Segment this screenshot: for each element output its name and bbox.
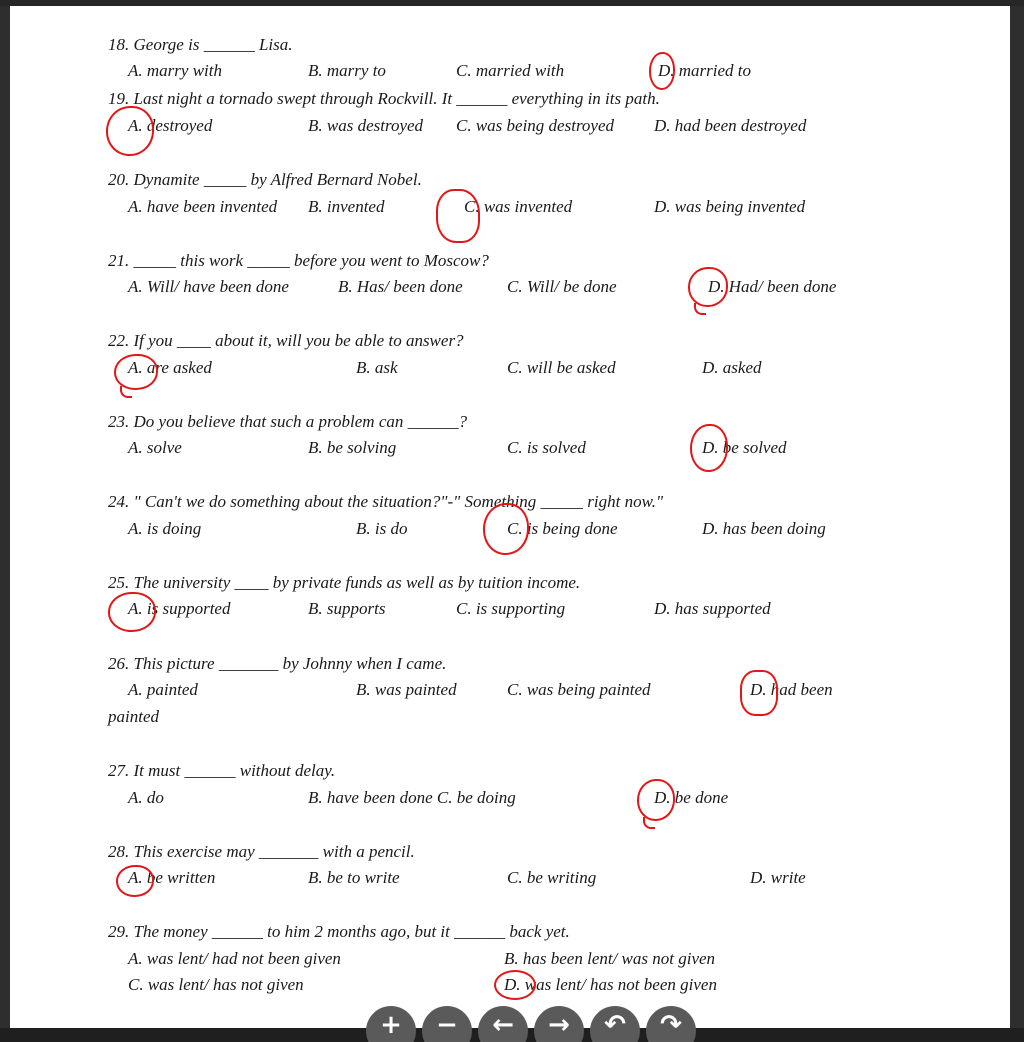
question-18-option-a[interactable]: A. marry with: [128, 61, 222, 80]
question-20-option-d[interactable]: D. was being invented: [654, 197, 806, 216]
question-19-stem: 19. Last night a tornado swept through Rockvill. It ______ everything in its path.: [108, 89, 660, 108]
question-22-options: [128, 358, 888, 378]
question-28-option-d[interactable]: D. write: [750, 868, 806, 887]
question-26-option-c[interactable]: C. was being painted: [507, 680, 651, 699]
question-23-option-d[interactable]: D. be solved: [702, 438, 787, 457]
question-21-option-c[interactable]: C. Will/ be done: [507, 277, 617, 296]
question-25-stem: 25. The university ____ by private funds as well as by tuition income.: [108, 573, 581, 592]
next-button[interactable]: [534, 1006, 584, 1042]
question-23-option-a[interactable]: A. solve: [128, 438, 182, 457]
question-23-option-b[interactable]: B. be solving: [308, 438, 397, 457]
question-29-option-d[interactable]: D. was lent/ has not been given: [504, 975, 717, 994]
question-24-stem: 24. " Can't we do something about the situation?"-" Something _____ right now.": [108, 492, 664, 511]
question-26-option-b[interactable]: B. was painted: [356, 680, 457, 699]
question-20-option-c[interactable]: C. was invented: [464, 197, 573, 216]
arrow-right-icon: →: [548, 1010, 570, 1040]
question-27-option-a[interactable]: A. do: [128, 788, 164, 807]
document-page[interactable]: [10, 6, 1010, 1028]
question-26-option-d[interactable]: D. had been: [750, 680, 833, 699]
question-26-options: [128, 680, 888, 700]
question-25-options: [128, 599, 888, 619]
plus-icon: +: [380, 1010, 402, 1040]
viewer-toolbar: [366, 1006, 696, 1042]
question-28-option-c[interactable]: C. be writing: [507, 868, 597, 887]
question-29-option-c[interactable]: C. was lent/ has not given: [128, 975, 304, 994]
question-28-stem: 28. This exercise may _______ with a pencil.: [108, 842, 415, 861]
zoom-out-button[interactable]: [422, 1006, 472, 1042]
arrow-left-icon: ←: [492, 1010, 514, 1040]
rotate-right-icon: ↷: [660, 1010, 682, 1040]
question-20-option-a[interactable]: A. have been invented: [128, 197, 278, 216]
question-20-option-b[interactable]: B. invented: [308, 197, 385, 216]
question-18-option-b[interactable]: B. marry to: [308, 61, 386, 80]
question-21-options: [128, 277, 908, 297]
question-19-option-b[interactable]: B. was destroyed: [308, 116, 424, 135]
question-28-option-a[interactable]: A. be written: [128, 868, 216, 887]
question-26-option-a[interactable]: A. painted: [128, 680, 198, 699]
question-19-option-a[interactable]: A. destroyed: [128, 116, 213, 135]
rotate-left-icon: ↶: [604, 1010, 626, 1040]
question-28-options: [128, 868, 888, 888]
previous-button[interactable]: [478, 1006, 528, 1042]
question-23-option-c[interactable]: C. is solved: [507, 438, 586, 457]
question-22-option-d[interactable]: D. asked: [702, 358, 762, 377]
question-24-option-a[interactable]: A. is doing: [128, 519, 202, 538]
question-22-option-b[interactable]: B. ask: [356, 358, 398, 377]
question-20-stem: 20. Dynamite _____ by Alfred Bernard Nobel.: [108, 170, 422, 189]
question-25-option-d[interactable]: D. has supported: [654, 599, 771, 618]
question-19-option-c[interactable]: C. was being destroyed: [456, 116, 615, 135]
question-22-stem: 22. If you ____ about it, will you be able to answer?: [108, 331, 464, 350]
question-27-option-b[interactable]: B. have been done C. be doing: [308, 788, 516, 807]
question-24-option-c[interactable]: C. is being done: [507, 519, 618, 538]
question-22-option-c[interactable]: C. will be asked: [507, 358, 616, 377]
question-29-options-row-1: [128, 949, 888, 969]
question-27-stem: 27. It must ______ without delay.: [108, 761, 336, 780]
question-26-option-d-wrap: painted: [108, 707, 159, 726]
question-27-options: [128, 788, 888, 808]
question-23-stem: 23. Do you believe that such a problem can ______?: [108, 412, 468, 431]
question-20-options: [128, 197, 888, 217]
question-27-option-d[interactable]: D. be done: [654, 788, 729, 807]
question-24-option-d[interactable]: D. has been doing: [702, 519, 826, 538]
minus-icon: −: [436, 1010, 458, 1040]
question-25-option-c[interactable]: C. is supporting: [456, 599, 566, 618]
question-18-options: [128, 61, 828, 81]
question-19-options: [128, 116, 888, 136]
question-22-option-a[interactable]: A. are asked: [128, 358, 212, 377]
question-29-stem: 29. The money ______ to him 2 months ago, but it ______ back yet.: [108, 922, 570, 941]
question-25-option-a[interactable]: A. is supported: [128, 599, 231, 618]
question-25-option-b[interactable]: B. supports: [308, 599, 386, 618]
question-19-option-d[interactable]: D. had been destroyed: [654, 116, 807, 135]
question-26-stem: 26. This picture _______ by Johnny when I came.: [108, 654, 447, 673]
question-29-option-b[interactable]: B. has been lent/ was not given: [504, 949, 716, 968]
question-24-options: [128, 519, 888, 539]
question-21-stem: 21. _____ this work _____ before you went to Moscow?: [108, 251, 489, 270]
rotate-left-button[interactable]: [590, 1006, 640, 1042]
question-29-options-row-2: [128, 975, 888, 995]
rotate-right-button[interactable]: [646, 1006, 696, 1042]
question-18-stem: 18. George is ______ Lisa.: [108, 35, 293, 54]
question-24-option-b[interactable]: B. is do: [356, 519, 408, 538]
question-18-option-d[interactable]: D. married to: [658, 61, 752, 80]
zoom-in-button[interactable]: [366, 1006, 416, 1042]
question-21-option-a[interactable]: A. Will/ have been done: [128, 277, 289, 296]
question-29-option-a[interactable]: A. was lent/ had not been given: [128, 949, 341, 968]
question-18-option-c[interactable]: C. married with: [456, 61, 565, 80]
question-21-option-d[interactable]: D. Had/ been done: [708, 277, 837, 296]
question-23-options: [128, 438, 888, 458]
question-28-option-b[interactable]: B. be to write: [308, 868, 400, 887]
question-21-option-b[interactable]: B. Has/ been done: [338, 277, 463, 296]
